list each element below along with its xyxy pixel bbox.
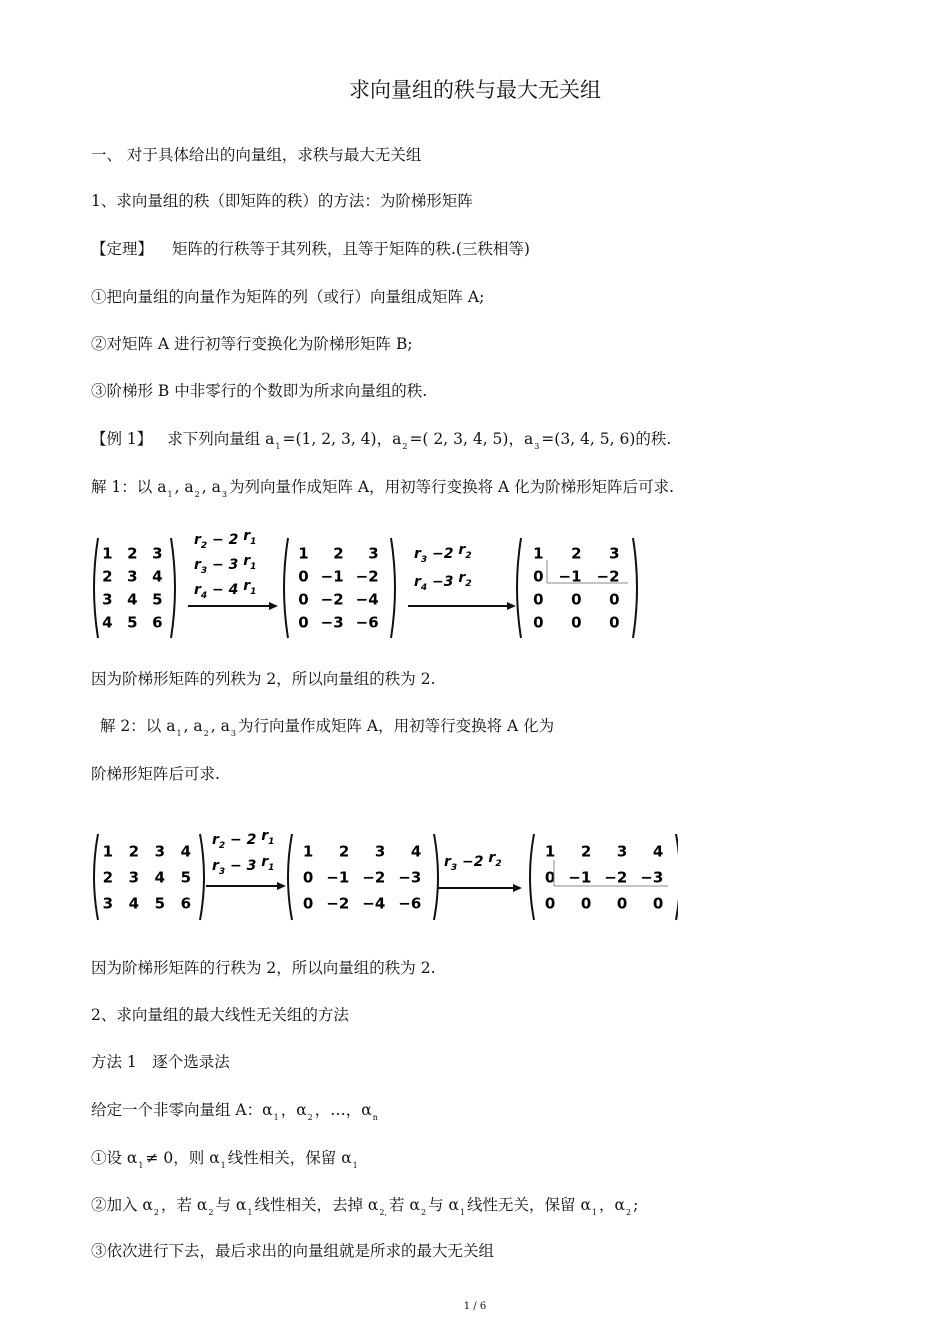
m3-cell: 0 — [533, 590, 544, 609]
solution1-conclusion: 因为阶梯形矩阵的列秩为 2，所以向量组的秩为 2. — [91, 670, 436, 688]
solution2-conclusion: 因为阶梯形矩阵的行秩为 2，所以向量组的秩为 2. — [91, 959, 436, 977]
m2-cell: 1 — [302, 842, 314, 861]
m2-cell: 0 — [302, 894, 314, 913]
sub: 1 — [167, 490, 173, 499]
step-b-text: ; — [633, 1196, 639, 1214]
given-mid: ，…，α — [314, 1101, 372, 1119]
m3-cell: 0 — [609, 613, 620, 632]
m3-cell: −2 — [596, 567, 620, 586]
m1-cell: 6 — [180, 894, 192, 913]
step-a-text: ≠ 0，则 α — [145, 1149, 220, 1167]
m1-cell: 3 — [127, 567, 138, 586]
m2-cell: −2 — [320, 590, 344, 609]
sub: 1 — [275, 442, 281, 451]
sub: 3 — [230, 729, 236, 738]
m1-cell: 4 — [180, 842, 192, 861]
left-bracket — [94, 834, 98, 920]
given-line — [91, 1099, 380, 1129]
step-b — [91, 1194, 638, 1224]
given-lead: 给定一个非零向量组 A：α — [91, 1101, 273, 1119]
page-number: 1 / 6 — [463, 1301, 487, 1312]
m1-cell: 4 — [152, 567, 163, 586]
sol2-comma: , a — [183, 717, 203, 735]
sub: 1 — [220, 1161, 226, 1170]
m1-cell: 4 — [127, 590, 138, 609]
sub: 2, — [379, 1208, 388, 1217]
m2-cell: −1 — [326, 868, 350, 887]
step-a — [91, 1147, 360, 1177]
m3-cell: 0 — [533, 613, 544, 632]
method1-heading: 1、求向量组的秩（即矩阵的秩）的方法：为阶梯形矩阵 — [91, 192, 473, 210]
section-heading: 一、 对于具体给出的向量组，求秩与最大无关组 — [91, 146, 422, 164]
m2-cell: 0 — [298, 590, 309, 609]
m3-cell: 0 — [580, 894, 592, 913]
row-operation: $r_2 - 2$ $r_1$ — [194, 528, 257, 551]
m1-cell: 2 — [127, 544, 138, 563]
m2-cell: −2 — [326, 894, 350, 913]
m1-cell: 3 — [128, 868, 140, 887]
m1-cell: 3 — [102, 894, 114, 913]
row-operation: $r_3 - 3$ $r_1$ — [194, 553, 257, 576]
m2-cell: −2 — [355, 567, 379, 586]
example-tag: 【例 1】 — [91, 430, 153, 448]
sub: 2 — [626, 1208, 632, 1217]
m2-cell: −6 — [355, 613, 379, 632]
m3-cell: −3 — [640, 868, 664, 887]
m2-cell: −6 — [398, 894, 422, 913]
m1-cell: 5 — [154, 894, 166, 913]
sol2-comma: , a — [210, 717, 230, 735]
sub: 2 — [307, 1113, 313, 1122]
sub: 1 — [273, 1113, 279, 1122]
m3-cell: 0 — [571, 613, 582, 632]
m3-cell: 3 — [609, 544, 620, 563]
step-b-text: ，α — [599, 1196, 626, 1214]
example-lead: 求下列向量组 a — [167, 430, 275, 448]
matrix-reduction-figure-1 — [88, 528, 648, 638]
solution1-line — [91, 476, 674, 506]
right-bracket — [200, 834, 204, 920]
m1-cell: 4 — [102, 613, 113, 632]
right-bracket — [633, 538, 637, 638]
step-2: ②对矩阵 A 进行初等行变换化为阶梯形矩阵 B; — [91, 335, 413, 353]
m1-cell: 2 — [128, 842, 140, 861]
m3-cell: 4 — [652, 842, 664, 861]
m3-cell: 0 — [616, 894, 628, 913]
theorem-line — [91, 238, 530, 260]
sub: 1 — [459, 1208, 466, 1217]
m1-cell: 5 — [152, 590, 163, 609]
left-bracket — [288, 834, 292, 920]
m1-cell: 3 — [102, 590, 113, 609]
step-b-text: 线性相关，去掉 α — [254, 1196, 379, 1214]
m1-cell: 5 — [127, 613, 138, 632]
m3-cell: −1 — [568, 868, 592, 887]
sub: 3 — [221, 490, 227, 499]
m2-cell: −2 — [362, 868, 386, 887]
step-a-text: 线性相关，保留 α — [227, 1149, 352, 1167]
m1-cell: 5 — [180, 868, 192, 887]
theorem-text: 矩阵的行秩等于其列秩，且等于矩阵的秩.(三秩相等) — [171, 240, 530, 258]
m2-cell: 0 — [302, 868, 314, 887]
sol1-lead: 解 1：以 a — [91, 478, 167, 496]
sub: 2 — [208, 1208, 214, 1217]
solution2-line2: 阶梯形矩阵后可求. — [91, 765, 220, 783]
row-operation: $r_4 - 4$ $r_1$ — [194, 578, 257, 601]
example-vec3: =(3, 4, 5, 6)的秩. — [541, 430, 672, 448]
m3-cell: 1 — [544, 842, 556, 861]
m2-cell: 0 — [298, 613, 309, 632]
step-3: ③阶梯形 B 中非零行的个数即为所求向量组的秩. — [91, 382, 428, 400]
solution2-line — [100, 715, 554, 745]
sub: 1 — [138, 1161, 144, 1170]
m2-cell: 4 — [410, 842, 422, 861]
arrow-head — [277, 882, 286, 890]
arrow-head — [513, 884, 522, 892]
matrix-reduction-figure-2 — [88, 826, 678, 921]
arrow-head — [269, 602, 278, 610]
left-bracket — [530, 834, 534, 920]
step-b-text: 若 α — [389, 1196, 420, 1214]
m3-cell: 0 — [533, 567, 544, 586]
sub: 1 — [352, 1161, 358, 1170]
sub: 1 — [591, 1208, 598, 1217]
step-b-text: 线性无关，保留 α — [467, 1196, 591, 1214]
right-bracket — [676, 834, 678, 920]
page-title: 求向量组的秩与最大无关组 — [349, 78, 601, 102]
step-a-text: ①设 α — [91, 1149, 138, 1167]
method-label: 方法 1 逐个选录法 — [91, 1053, 230, 1071]
sub: 1 — [176, 729, 182, 738]
m2-cell: 0 — [298, 567, 309, 586]
m2-cell: −1 — [320, 567, 344, 586]
row-operation: $r_3 -2$ $r_2$ — [414, 542, 472, 565]
m1-cell: 6 — [152, 613, 163, 632]
sub: 2 — [420, 1208, 427, 1217]
left-bracket — [517, 538, 521, 638]
m2-cell: 1 — [298, 544, 309, 563]
sub: 2 — [194, 490, 200, 499]
m2-cell: −4 — [355, 590, 379, 609]
right-bracket — [391, 538, 395, 638]
left-bracket — [94, 538, 98, 638]
step-b-text: ②加入 α — [91, 1196, 153, 1214]
m3-cell: 2 — [580, 842, 592, 861]
step-1: ①把向量组的向量作为矩阵的列（或行）向量组成矩阵 A; — [91, 288, 485, 306]
m2-cell: −4 — [362, 894, 386, 913]
step-b-text: 与 α — [215, 1196, 247, 1214]
sol2-tail: 为行向量作成矩阵 A，用初等行变换将 A 化为 — [237, 717, 555, 735]
m3-cell: 0 — [609, 590, 620, 609]
theorem-tag: 【定理】 — [91, 240, 154, 258]
right-bracket — [434, 834, 438, 920]
example-vec2: =( 2, 3, 4, 5)，a — [409, 430, 534, 448]
m3-cell: 3 — [616, 842, 628, 861]
step-b-text: ，若 α — [161, 1196, 208, 1214]
left-bracket — [284, 538, 288, 638]
m3-cell: 1 — [533, 544, 544, 563]
row-operation: $r_3 -2$ $r_2$ — [444, 850, 502, 873]
m2-cell: 3 — [368, 544, 379, 563]
step-b-text: 与 α — [428, 1196, 459, 1214]
m1-cell: 3 — [154, 842, 166, 861]
m3-cell: 0 — [571, 590, 582, 609]
method2-heading: 2、求向量组的最大线性无关组的方法 — [91, 1006, 349, 1024]
sol1-comma: , a — [201, 478, 221, 496]
sol1-tail: 为列向量作成矩阵 A，用初等行变换将 A 化为阶梯形矩阵后可求. — [228, 478, 675, 496]
sol2-lead: 解 2：以 a — [100, 717, 176, 735]
m3-cell: −2 — [604, 868, 628, 887]
example-line — [91, 428, 671, 458]
sub: 2 — [153, 1208, 159, 1217]
sub: 3 — [534, 442, 540, 451]
row-operation: $r_3 - 3$ $r_1$ — [212, 854, 275, 877]
given-mid: ，α — [280, 1101, 307, 1119]
sub: n — [372, 1113, 378, 1122]
m3-cell: 0 — [544, 868, 556, 887]
sub: 2 — [203, 729, 209, 738]
m3-cell: 2 — [571, 544, 582, 563]
m1-cell: 2 — [102, 868, 114, 887]
m1-cell: 4 — [154, 868, 166, 887]
step-c: ③依次进行下去，最后求出的向量组就是所求的最大无关组 — [91, 1242, 495, 1260]
m2-cell: 3 — [374, 842, 386, 861]
m1-cell: 4 — [128, 894, 140, 913]
arrow-head — [507, 602, 516, 610]
m1-cell: 2 — [102, 567, 113, 586]
m3-cell: −1 — [558, 567, 582, 586]
right-bracket — [171, 538, 175, 638]
sub: 2 — [402, 442, 408, 451]
m3-cell: 0 — [544, 894, 556, 913]
m2-cell: 2 — [338, 842, 350, 861]
row-operation: $r_4 -3$ $r_2$ — [414, 570, 472, 593]
example-vec1: =(1, 2, 3, 4)，a — [282, 430, 402, 448]
m2-cell: −3 — [398, 868, 422, 887]
m3-cell: 0 — [652, 894, 664, 913]
row-operation: $r_2 - 2$ $r_1$ — [212, 828, 275, 851]
m2-cell: 2 — [333, 544, 344, 563]
m1-cell: 1 — [102, 842, 114, 861]
sub: 1 — [247, 1208, 253, 1217]
m2-cell: −3 — [320, 613, 344, 632]
sol1-comma: , a — [174, 478, 194, 496]
m1-cell: 3 — [152, 544, 163, 563]
m1-cell: 1 — [102, 544, 113, 563]
